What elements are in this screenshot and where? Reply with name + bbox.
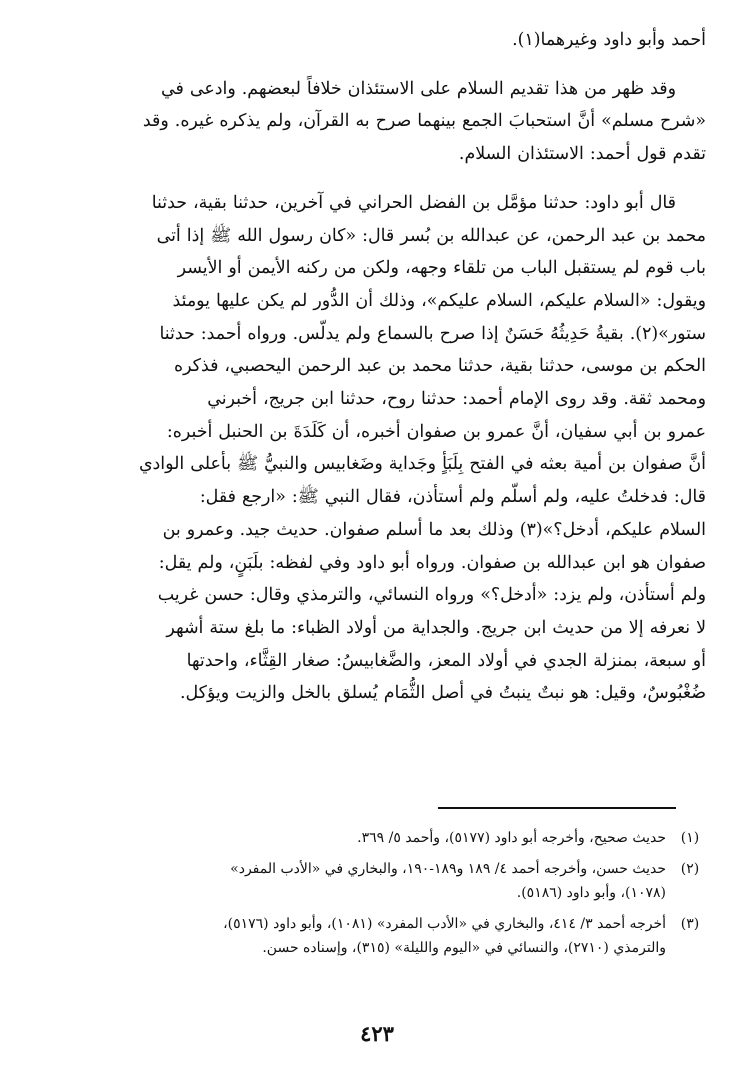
paragraph-3-line-3: باب قوم لم يستقبل الباب من تلقاء وجهه، ولكن من ركنه الأيمن أو الأيسر <box>177 258 706 279</box>
paragraph-3-line-14: لا نعرفه إلا من حديث ابن جريج. والجداية من أولاد الظباء: ما بلغ ستة أشهر <box>166 617 706 638</box>
paragraph-3-line-1: قال أبو داود: حدثنا مؤمَّل بن الفضل الحراني في آخرين، حدثنا بقية، حدثنا <box>151 192 676 213</box>
footnote-number: (٣) <box>680 916 700 932</box>
paragraph-3-line-12: صفوان هو ابن عبدالله بن صفوان. ورواه أبو داود وفي لفظه: بلَبَنٍ، ولم يقل: <box>158 552 706 573</box>
footnote-divider <box>438 807 676 809</box>
page-number: ٤٢٣ <box>360 1021 394 1046</box>
footnotes <box>78 826 706 967</box>
footnote-text: حديث حسن، وأخرجه أحمد ٤/ ١٨٩ و١٨٩-١٩٠، والبخاري في «الأدب المفرد» <box>230 861 666 877</box>
paragraph-3-line-13: ولم أستأذن، ولم يزد: «أدخل؟» ورواه النسائي، والترمذي وقال: حسن غريب <box>157 585 706 606</box>
footnote-2 <box>78 857 706 905</box>
paragraph-3-line-7: ومحمد ثقة. وقد روى الإمام أحمد: حدثنا روح، حدثنا ابن جريج، أخبرني <box>207 389 706 410</box>
main-text <box>78 24 706 710</box>
paragraph-3-line-4: ويقول: «السلام عليكم، السلام عليكم»، وذلك أن الدُّور لم يكن عليها يومئذ <box>172 290 706 311</box>
paragraph-2-line-2: «شرح مسلم» أنَّ استحبابَ الجمع بينهما صرح به القرآن، ولم يذكره غيره. وقد <box>142 111 706 132</box>
paragraph-3-line-15: أو سبعة، بمنزلة الجدي في أولاد المعز، والضَّغابيسُ: صغار القِثَّاء، واحدتها <box>186 650 706 671</box>
footnote-text: حديث صحيح، وأخرجه أبو داود (٥١٧٧)، وأحمد ٥/ ٣٦٩. <box>357 830 666 846</box>
footnote-3 <box>78 912 706 960</box>
paragraph-3-line-8: عمرو بن أبي سفيان، أنَّ عمرو بن صفوان أخبره، أن كَلَدَةَ بن الحنبل أخبره: <box>166 421 706 442</box>
footnote-1 <box>78 826 706 850</box>
paragraph-3-line-2: محمد بن عبد الرحمن، عن عبدالله بن بُسر قال: «كان رسول الله ﷺ إذا أتى <box>156 225 706 246</box>
paragraph-2-line-3: تقدم قول أحمد: الاستئذان السلام. <box>458 144 706 165</box>
footnote-text: أخرجه أحمد ٣/ ٤١٤، والبخاري في «الأدب المفرد» (١٠٨١)، وأبو داود (٥١٧٦)، <box>223 916 666 932</box>
footnote-text: والترمذي (٢٧١٠)، والنسائي في «اليوم والليلة» (٣١٥)، وإسناده حسن. <box>262 940 666 956</box>
paragraph-3-line-6: الحكم بن موسى، حدثنا بقية، حدثنا محمد بن عبد الرحمن اليحصبي، فذكره <box>173 356 706 377</box>
paragraph-3-line-16: ضُغْبُوسٌ، وقيل: هو نبتٌ ينبتُ في أصل الثُّمَام يُسلق بالخل والزيت ويؤكل. <box>179 683 706 704</box>
continuation-line: أحمد وأبو داود وغيرهما(١). <box>512 30 706 50</box>
paragraph-gap <box>78 171 706 187</box>
paragraph-3-line-5: ستور»(٢). بقيةُ حَدِيثُهُ حَسَنٌ إذا صرح بالسماع ولم يدلّس. ورواه أحمد: حدثنا <box>159 323 706 344</box>
footnote-number: (٢) <box>680 861 700 877</box>
paragraph-3-line-10: قال: فدخلتُ عليه، ولم أسلّم ولم أستأذن، فقال النبي ﷺ: «ارجع فقل: <box>199 487 706 508</box>
paragraph-2-line-1: وقد ظهر من هذا تقديم السلام على الاستئذان خلافاً لبعضهم. وادعى في <box>161 78 676 99</box>
footnote-text: (١٠٧٨)، وأبو داود (٥١٨٦). <box>516 885 666 901</box>
paragraph-gap <box>78 57 706 73</box>
footnote-number: (١) <box>680 830 700 846</box>
paragraph-3-line-9: أنَّ صفوان بن أمية بعثه في الفتح بِلَبَأٍ وجَداية وضَغابيس والنبيُّ ﷺ بأعلى الوادي <box>138 454 706 475</box>
paragraph-3-line-11: السلام عليكم، أدخل؟»(٣) وذلك بعد ما أسلم صفوان. حديث جيد. وعمرو بن <box>162 519 706 540</box>
